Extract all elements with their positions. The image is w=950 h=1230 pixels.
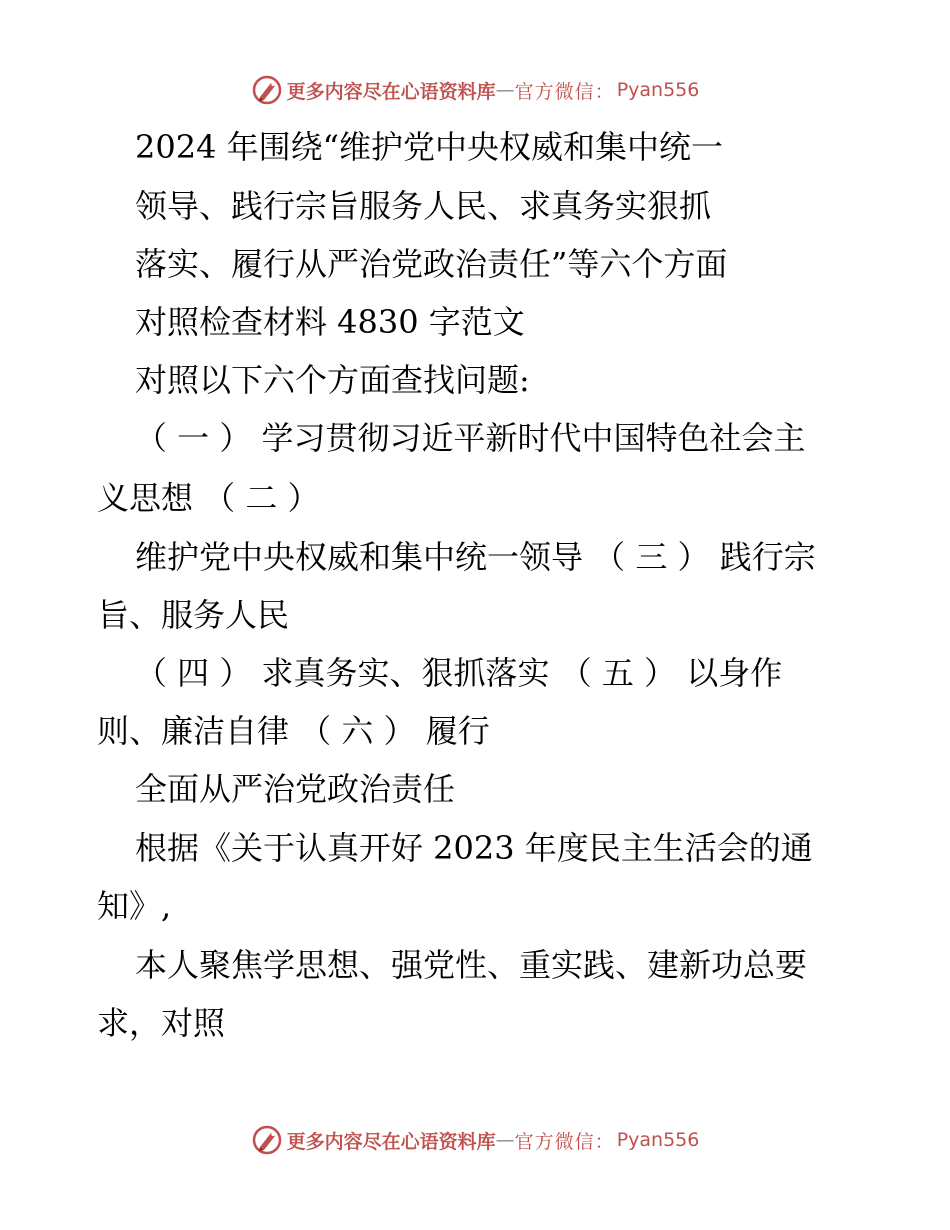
watermark-site-name: 更多内容尽在心语资料库 <box>286 1130 496 1153</box>
text-line: 义思想 （ 二 ） <box>97 479 320 517</box>
text-line: （ 一 ） 学习贯彻习近平新时代中国特色社会主 <box>135 419 806 457</box>
text-line: 落实、履行从严治党政治责任”等六个方面 <box>135 245 728 283</box>
watermark-wechat-id: Pyan556 <box>616 79 700 101</box>
footer-watermark <box>0 1120 950 1160</box>
text-line: 知》, <box>97 887 172 925</box>
header-watermark <box>0 70 950 110</box>
text-line: 2024 年围绕“维护党中央权威和集中统一 <box>135 128 723 166</box>
watermark-separator: — <box>495 1129 515 1151</box>
text-line: 根据《关于认真开好 2023 年度民主生活会的通 <box>135 829 813 867</box>
watermark-wechat-id: Pyan556 <box>616 1129 700 1151</box>
text-line: 维护党中央权威和集中统一领导 （ 三 ） 践行宗 <box>135 538 816 576</box>
pen-logo-icon <box>251 74 283 106</box>
text-line: 本人聚焦学思想、强党性、重实践、建新功总要 <box>135 946 808 984</box>
text-line: （ 四 ） 求真务实、狠抓落实 （ 五 ） 以身作 <box>135 654 783 692</box>
pen-logo-icon <box>251 1124 283 1156</box>
text-line: 旨、服务人民 <box>97 596 290 634</box>
watermark-site-name: 更多内容尽在心语资料库 <box>286 80 496 103</box>
text-line: 对照检查材料 4830 字范文 <box>135 303 525 341</box>
watermark-separator: — <box>495 79 515 101</box>
text-line: 对照以下六个方面查找问题: <box>135 361 530 399</box>
text-line: 则、廉洁自律 （ 六 ） 履行 <box>97 712 490 750</box>
text-line: 领导、践行宗旨服务人民、求真务实狠抓 <box>135 187 712 225</box>
text-line: 求，对照 <box>97 1004 226 1042</box>
watermark-wechat-label: 官方微信： <box>514 80 615 103</box>
text-line: 全面从严治党政治责任 <box>135 770 456 808</box>
watermark-wechat-label: 官方微信： <box>514 1130 615 1153</box>
